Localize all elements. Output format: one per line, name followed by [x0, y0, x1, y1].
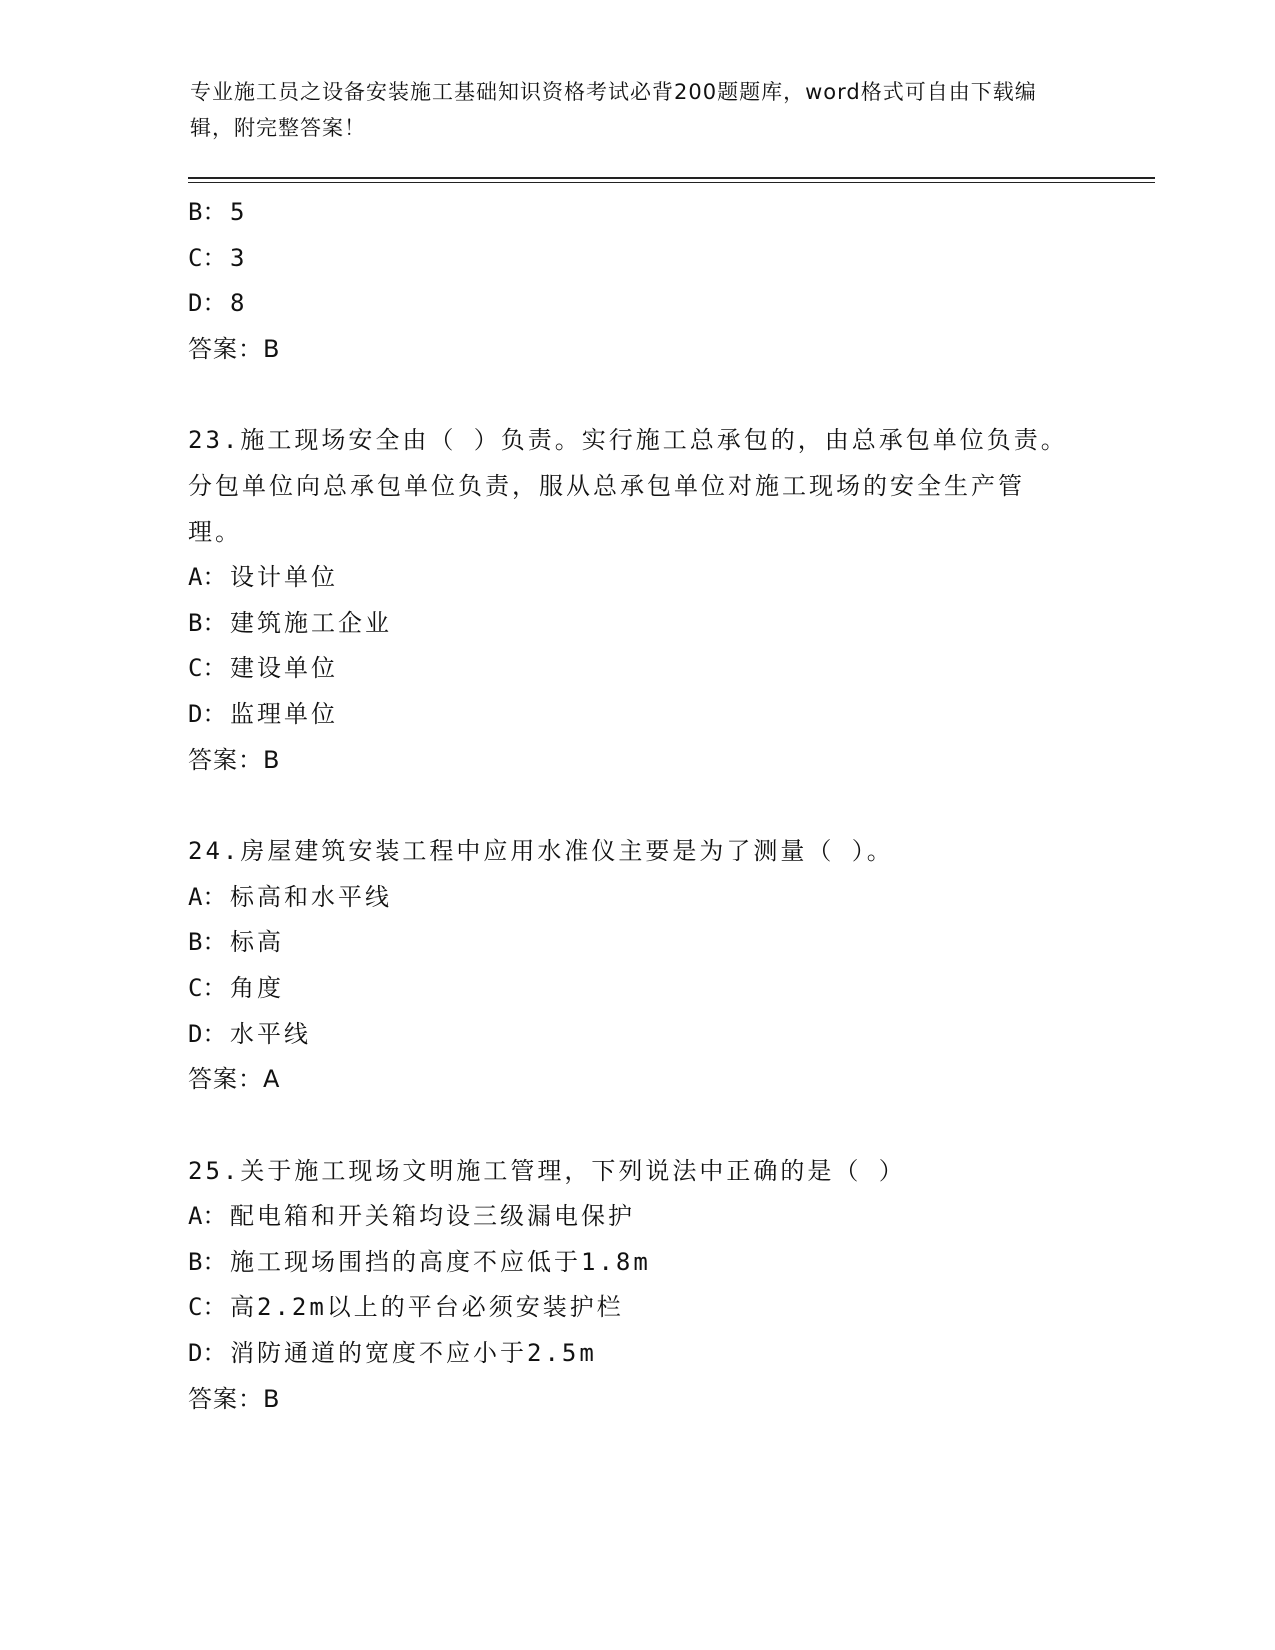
question-list [188, 190, 1088, 1422]
option-c [188, 1285, 1088, 1331]
question-text: 23.施工现场安全由（ ）负责。实行施工总承包的，由总承包单位负责。分包单位向总承包单位负责，服从总承包单位对施工现场的安全生产管理。 [188, 426, 1068, 546]
option-text: 角度 [230, 973, 284, 1002]
answer-line: 答案：B [188, 334, 281, 363]
option-d [188, 692, 1088, 738]
option-key: D： [188, 289, 227, 318]
option-b [188, 920, 1088, 966]
header-divider-thin [188, 182, 1155, 183]
option-b [188, 1240, 1088, 1286]
option-a [188, 1194, 1088, 1240]
option-text: 监理单位 [230, 699, 338, 728]
option-key: C： [188, 654, 227, 683]
option-text: 建筑施工企业 [230, 608, 392, 637]
option-key: B： [188, 928, 227, 957]
option-text: 标高 [230, 928, 284, 957]
option-key: D： [188, 1019, 227, 1048]
option-text: 配电箱和开关箱均设三级漏电保护 [230, 1202, 635, 1231]
option-key: B： [188, 608, 227, 637]
option-text: 建设单位 [230, 654, 338, 683]
option-text: 消防通道的宽度不应小于2.5m [230, 1339, 597, 1368]
answer-line: 答案：B [188, 1384, 281, 1413]
option-key: A： [188, 563, 227, 592]
option-b [188, 601, 1088, 647]
answer-line: 答案：B [188, 745, 281, 774]
option-text: 3 [230, 243, 248, 272]
page-header: 专业施工员之设备安装施工基础知识资格考试必背200题题库，word格式可自由下载编辑，附完整答案！ [190, 80, 1037, 140]
option-d [188, 1012, 1088, 1058]
question-block-continued [188, 190, 1088, 372]
option-text: 水平线 [230, 1019, 311, 1048]
header-divider-thick [188, 177, 1155, 179]
option-c [188, 236, 1088, 282]
option-text: 5 [230, 198, 248, 226]
option-a [188, 875, 1088, 921]
option-key: C： [188, 973, 227, 1002]
option-key: B： [188, 1247, 227, 1276]
option-key: A： [188, 882, 227, 911]
option-d [188, 1331, 1088, 1377]
option-key: C： [188, 243, 227, 272]
question-text: 25.关于施工现场文明施工管理，下列说法中正确的是（ ） [188, 1156, 906, 1185]
option-text: 标高和水平线 [230, 882, 392, 911]
option-key: D： [188, 1339, 227, 1368]
option-key: B： [188, 198, 227, 226]
option-key: A： [188, 1202, 227, 1231]
option-c [188, 646, 1088, 692]
question-block [188, 829, 1088, 1103]
question-block [188, 1149, 1088, 1423]
option-text: 施工现场围挡的高度不应低于1.8m [230, 1247, 651, 1276]
option-text: 高2.2m以上的平台必须安装护栏 [230, 1293, 624, 1322]
question-block [188, 418, 1088, 783]
option-key: C： [188, 1293, 227, 1322]
option-key: D： [188, 699, 227, 728]
option-a [188, 555, 1088, 601]
option-text: 8 [230, 289, 248, 318]
option-b [188, 190, 1088, 236]
answer-line: 答案：A [188, 1065, 281, 1094]
option-text: 设计单位 [230, 563, 338, 592]
question-text: 24.房屋建筑安装工程中应用水准仪主要是为了测量（ ）。 [188, 837, 894, 866]
option-d [188, 281, 1088, 327]
option-c [188, 966, 1088, 1012]
